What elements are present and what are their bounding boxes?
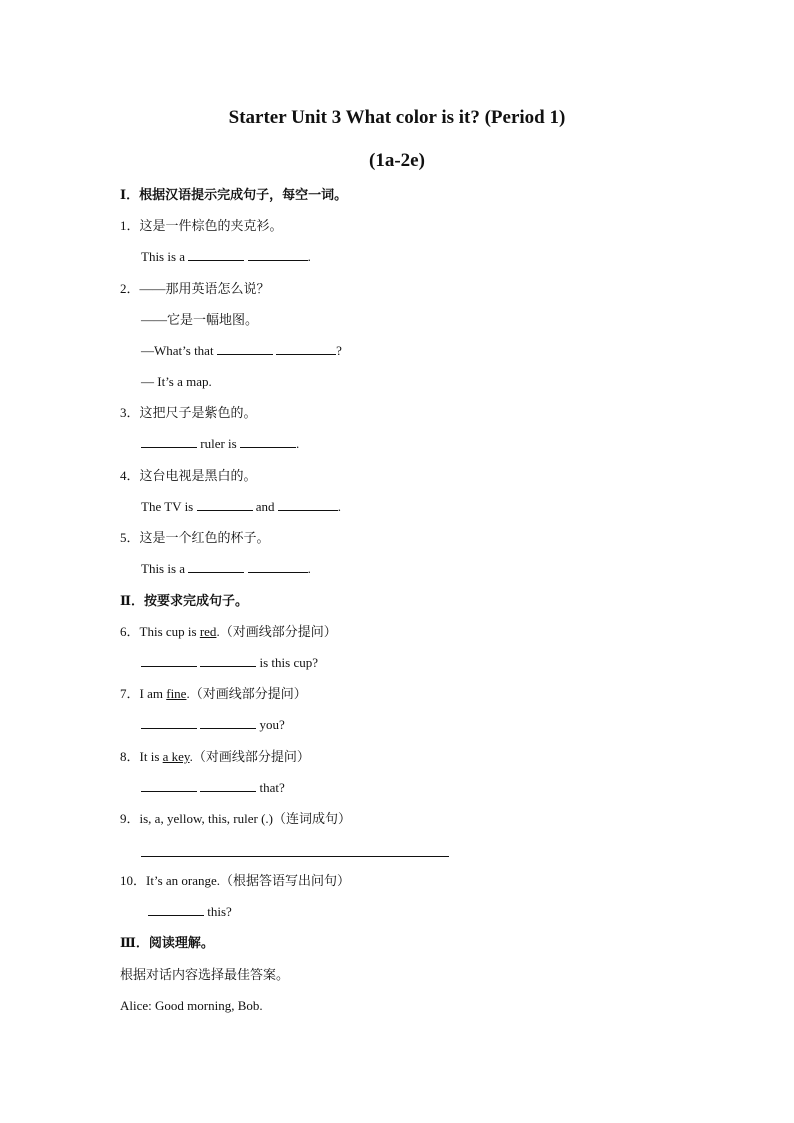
answer-reply-2: — It’s a map.	[141, 374, 212, 389]
question-number: 9．	[120, 811, 140, 826]
answer-blank[interactable]	[148, 903, 204, 916]
question-7	[120, 685, 307, 703]
question-prompt: ——那用英语怎么说？	[139, 281, 270, 296]
answer-line-7	[141, 716, 285, 734]
answer-line-1	[141, 248, 311, 266]
question-5	[120, 529, 270, 547]
dialog-line-1: Alice: Good morning, Bob.	[120, 998, 263, 1013]
answer-blank[interactable]	[141, 779, 197, 792]
question-text: It is	[139, 749, 163, 764]
question-4	[120, 467, 257, 485]
answer-blank[interactable]	[240, 435, 296, 448]
question-3	[120, 404, 257, 422]
answer-blank[interactable]	[276, 342, 336, 355]
question-text: It’s an orange.（根据答语写出问句）	[146, 873, 351, 888]
answer-blank[interactable]	[188, 560, 244, 573]
answer-blank[interactable]	[278, 498, 338, 511]
answer-blank[interactable]	[248, 560, 308, 573]
underlined-word: red	[199, 624, 217, 639]
page-title: Starter Unit 3 What color is it? (Period 1)	[228, 107, 566, 128]
question-instruction: .（对画线部分提问）	[189, 749, 310, 764]
question-number: 4．	[120, 468, 140, 483]
question-2-prompt-2: ——它是一幅地图。	[141, 312, 259, 327]
answer-text: This is a	[141, 561, 189, 576]
question-text: is, a, yellow, this, ruler (.)（连词成句）	[139, 811, 351, 826]
answer-line-10	[148, 903, 232, 921]
question-number: 7．	[120, 686, 140, 701]
underlined-word: a key	[162, 749, 190, 764]
question-number: 5．	[120, 530, 140, 545]
question-prompt: 这是一个红色的杯子。	[139, 530, 270, 545]
answer-text: ?	[336, 343, 342, 358]
answer-line-2	[141, 342, 342, 360]
answer-text: .	[337, 499, 342, 514]
answer-blank[interactable]	[141, 435, 197, 448]
answer-text: ruler is	[197, 436, 240, 451]
answer-line-3	[141, 435, 299, 453]
question-instruction: .（对画线部分提问）	[216, 624, 337, 639]
answer-text: .	[307, 561, 311, 576]
question-number: 1．	[120, 218, 140, 233]
question-8	[120, 748, 310, 766]
question-prompt: 这把尺子是紫色的。	[139, 405, 257, 420]
page-subtitle: (1a-2e)	[369, 150, 425, 171]
question-number: 3．	[120, 405, 140, 420]
question-number: 6．	[120, 624, 140, 639]
question-10	[120, 872, 350, 890]
answer-blank[interactable]	[188, 248, 244, 261]
question-number: 10．	[120, 873, 147, 888]
section-1-heading: Ⅰ．根据汉语提示完成句子，每空一词。	[120, 187, 348, 202]
question-number: 8．	[120, 749, 140, 764]
underlined-word: fine	[166, 686, 187, 701]
answer-text: .	[307, 249, 311, 264]
question-1	[120, 217, 283, 235]
answer-blank[interactable]	[248, 248, 308, 261]
answer-text: .	[295, 436, 300, 451]
answer-text: and	[252, 499, 278, 514]
question-text: This cup is	[139, 624, 200, 639]
answer-blank[interactable]	[197, 498, 253, 511]
question-prompt: 这是一件棕色的夹克衫。	[139, 218, 283, 233]
question-2	[120, 280, 270, 298]
answer-text: —What’s that	[141, 343, 217, 358]
answer-blank[interactable]	[141, 654, 197, 667]
answer-text: this?	[204, 904, 232, 919]
question-instruction: .（对画线部分提问）	[186, 686, 307, 701]
answer-text: is this cup?	[256, 655, 318, 670]
question-9	[120, 810, 351, 828]
answer-blank[interactable]	[217, 342, 273, 355]
answer-text: This is a	[141, 249, 189, 264]
answer-line-4	[141, 498, 341, 516]
answer-text: that?	[256, 780, 285, 795]
question-text: I am	[139, 686, 167, 701]
answer-text: The TV is	[141, 499, 197, 514]
question-number: 2．	[120, 281, 140, 296]
answer-long-blank[interactable]	[141, 856, 449, 857]
answer-line-8	[141, 779, 285, 797]
section-3-heading: Ⅲ．阅读理解。	[120, 935, 214, 950]
answer-blank[interactable]	[200, 779, 256, 792]
answer-line-5	[141, 560, 311, 578]
answer-text: you?	[256, 717, 285, 732]
answer-blank[interactable]	[141, 716, 197, 729]
answer-line-6	[141, 654, 318, 672]
section-2-heading: Ⅱ．按要求完成句子。	[120, 593, 248, 608]
question-6	[120, 623, 337, 641]
answer-blank[interactable]	[200, 654, 256, 667]
question-prompt: 这台电视是黑白的。	[139, 468, 257, 483]
section-3-instruction: 根据对话内容选择最佳答案。	[120, 967, 290, 982]
answer-blank[interactable]	[200, 716, 256, 729]
